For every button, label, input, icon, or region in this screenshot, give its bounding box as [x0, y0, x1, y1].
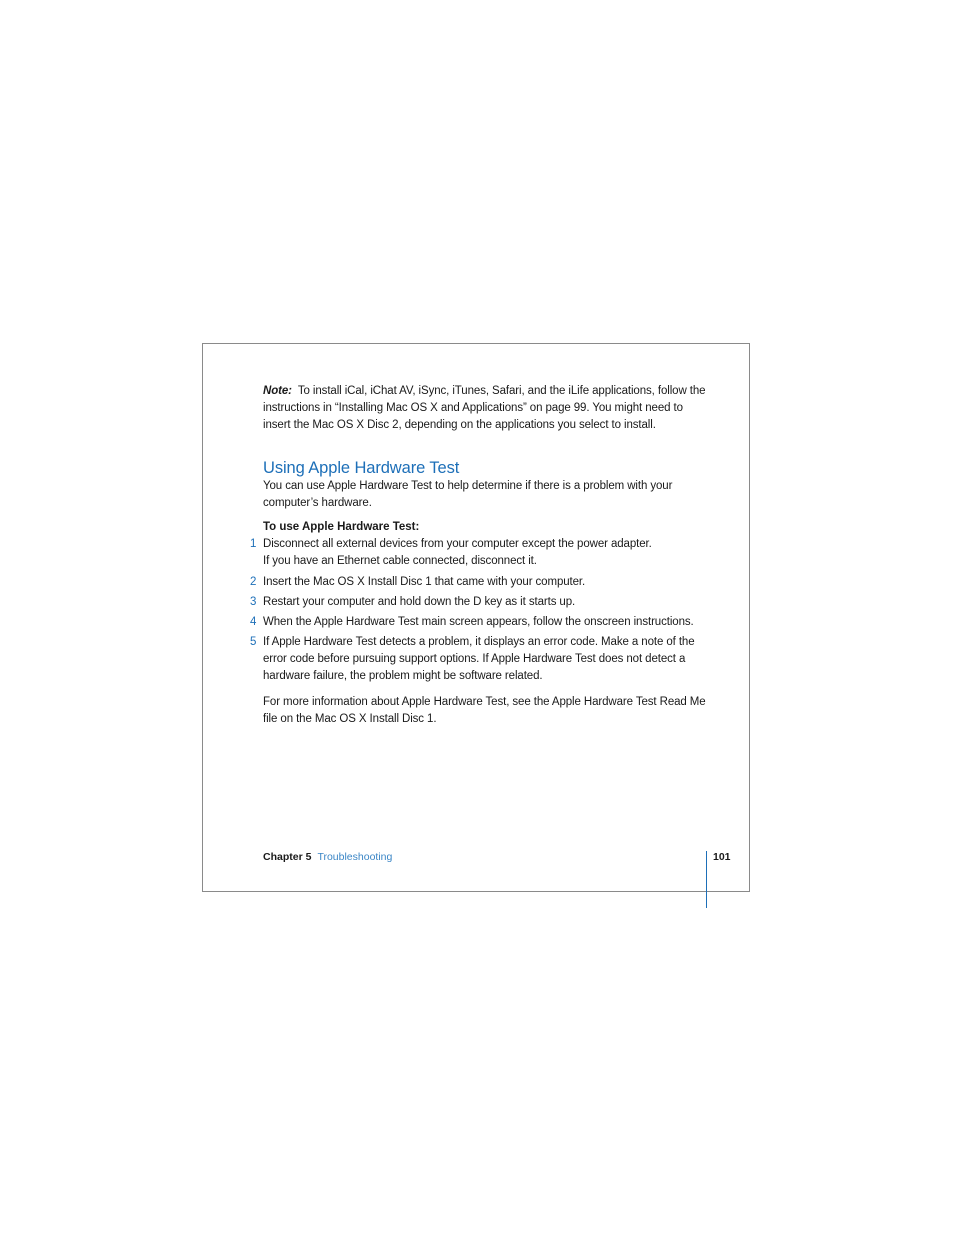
- chapter-label: Chapter 5: [263, 851, 312, 863]
- note-text: To install iCal, iChat AV, iSync, iTunes, Safari, and the iLife applications, follow the instructions in “Installing Mac OS X and Applications” on page 99. You might need to insert the Mac OS X Disc 2, depending on the applications you select to install.: [263, 385, 706, 431]
- more-info-paragraph: For more information about Apple Hardware Test, see the Apple Hardware Test Read Me file on the Mac OS X Install Disc 1.: [263, 696, 706, 725]
- note-paragraph: [263, 383, 713, 434]
- step-text: If Apple Hardware Test detects a problem, it displays an error code. Make a note of the error code before pursuing support options. If Apple Hardware Test does not detect a hardware failure, the problem might be software related.: [263, 636, 695, 682]
- step-number: 2: [250, 576, 257, 588]
- step-text: When the Apple Hardware Test main screen appears, follow the onscreen instructions.: [263, 616, 694, 628]
- note-label: Note:: [263, 385, 292, 397]
- step-text: Insert the Mac OS X Install Disc 1 that came with your computer.: [263, 576, 586, 588]
- procedure-heading: To use Apple Hardware Test:: [263, 521, 420, 533]
- chapter-title: Troubleshooting: [317, 851, 393, 863]
- intro-paragraph: You can use Apple Hardware Test to help determine if there is a problem with your computer’s hardware.: [263, 480, 673, 509]
- section-heading: Using Apple Hardware Test: [263, 459, 460, 477]
- footer-divider: [706, 851, 707, 908]
- step-number: 4: [250, 616, 257, 628]
- footer-chapter: [263, 850, 392, 864]
- step-text: [263, 536, 708, 570]
- step-text-line: Disconnect all external devices from your computer except the power adapter.: [263, 538, 652, 550]
- page-number: 101: [713, 851, 731, 863]
- step-number: 5: [250, 636, 257, 648]
- step-number: 1: [250, 538, 257, 550]
- step-text: Restart your computer and hold down the D key as it starts up.: [263, 596, 576, 608]
- step-number: 3: [250, 596, 257, 608]
- step-text-line: If you have an Ethernet cable connected, disconnect it.: [263, 555, 537, 567]
